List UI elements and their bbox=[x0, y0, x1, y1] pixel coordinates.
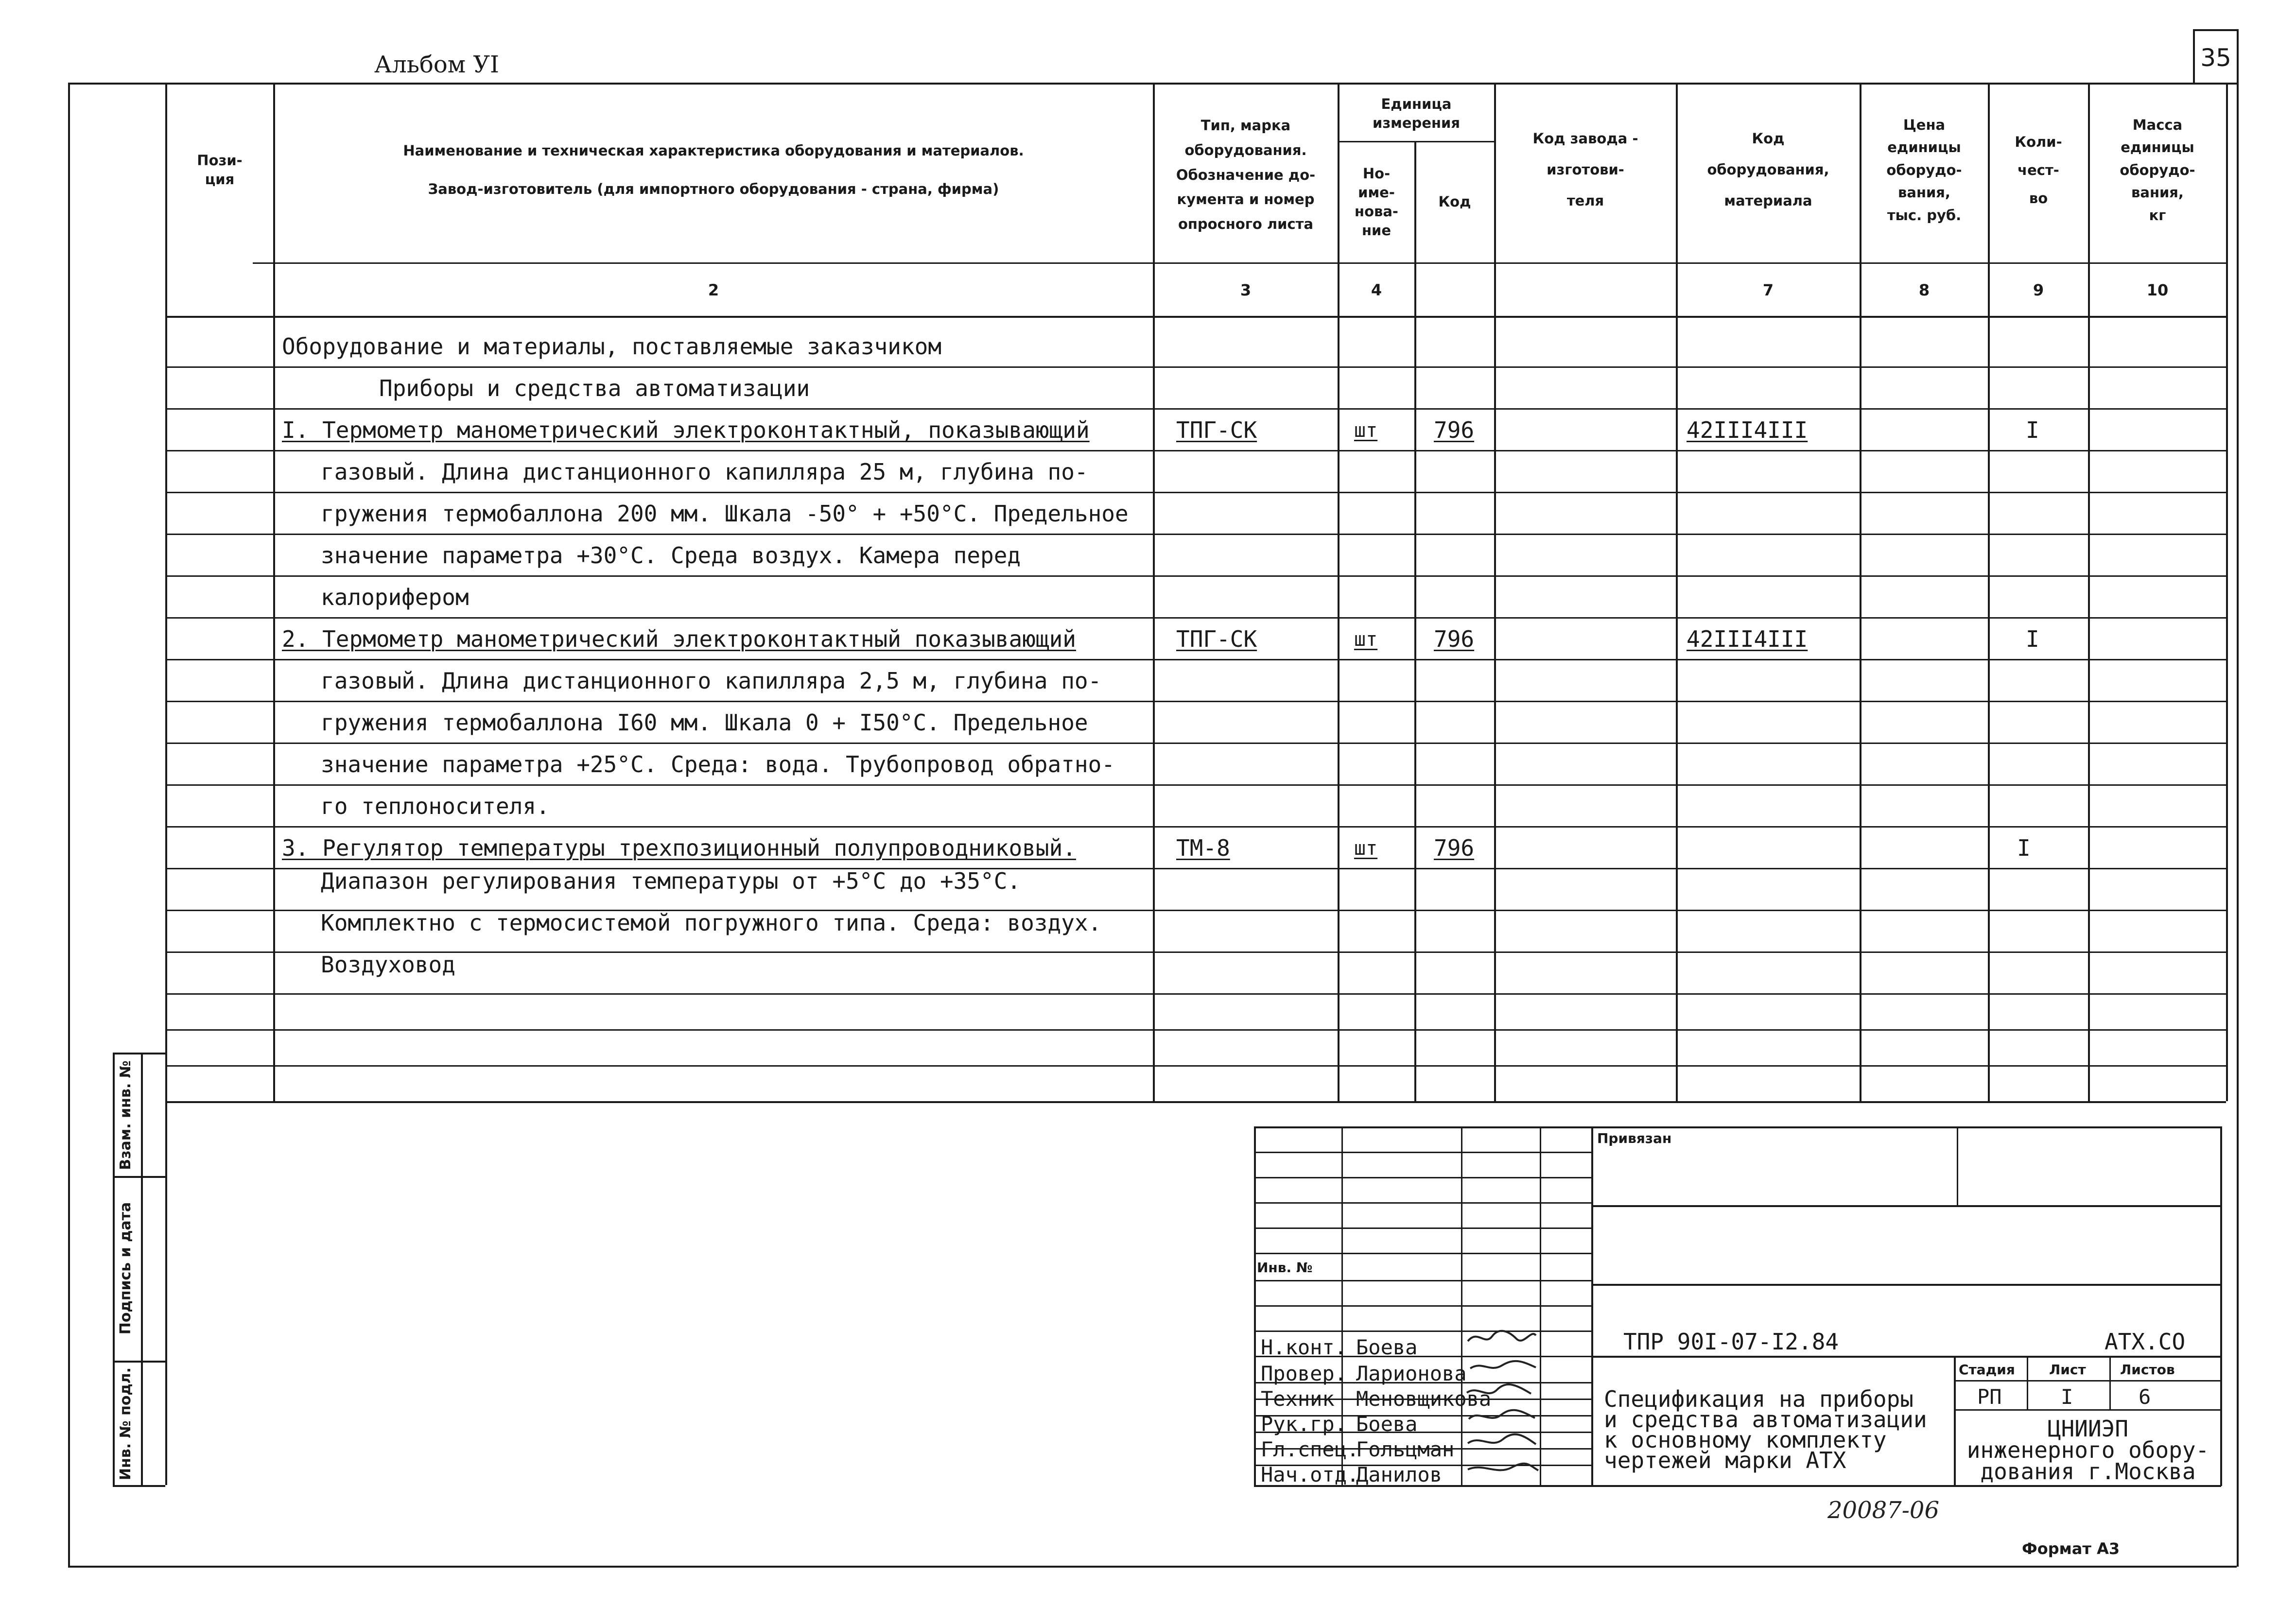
col-header-name: Наименование и техническая характеристика оборудования и материалов. Завод-изготовитель (для импортного оборудования - страна, фирма) bbox=[403, 142, 1024, 197]
signer-name-5: Гольцман bbox=[1356, 1437, 1455, 1461]
item-3-line-1: 3. Регулятор температуры трехпозиционный полупроводниковый. bbox=[282, 835, 1076, 861]
side-label-signature-date: Подпись и дата bbox=[117, 1202, 134, 1335]
signer-name-2: Ларионова bbox=[1356, 1362, 1467, 1385]
item-3-unit-code: 796 bbox=[1434, 835, 1475, 861]
item-2-quantity: I bbox=[2026, 626, 2039, 652]
item-1-line-2: газовый. Длина дистанционного капилляра 25 м, глубина по- bbox=[321, 459, 1088, 485]
item-2-line-5: го теплоносителя. bbox=[321, 793, 550, 819]
col-header-type: Тип, марка оборудования. Обозначение до- кумента и номер опросного листа bbox=[1176, 117, 1316, 233]
item-3-line-3: Комплектно с термосистемой погружного типа. Среда: воздух. bbox=[321, 910, 1102, 936]
col-number-7: 7 bbox=[1762, 281, 1774, 299]
signer-role-6: Нач.отд. bbox=[1261, 1463, 1359, 1486]
signer-role-1: Н.конт. bbox=[1261, 1335, 1347, 1359]
signer-role-2: Провер. bbox=[1261, 1362, 1347, 1385]
col-header-unit: Единица измерения bbox=[1373, 95, 1460, 131]
col-header-unit-name: Но- име- нова- ние bbox=[1355, 165, 1398, 239]
item-1-line-1: I. Термометр манометрический электроконтактный, показывающий bbox=[282, 417, 1090, 443]
col-number-2: 2 bbox=[708, 281, 719, 299]
item-1-quantity: I bbox=[2026, 417, 2039, 443]
signer-name-3: Меновщикова bbox=[1356, 1387, 1492, 1411]
item-1-line-4: значение параметра +30°С. Среда воздух. Камера перед bbox=[321, 542, 1021, 569]
item-3-quantity: I bbox=[2017, 835, 2031, 861]
col-number-3: 3 bbox=[1240, 281, 1252, 299]
sheets-value: 6 bbox=[2139, 1385, 2151, 1409]
col-number-4: 4 bbox=[1371, 281, 1382, 299]
document-title: Спецификация на приборы и средства автоматизации к основному комплекту чертежей марки АТХ bbox=[1604, 1386, 1927, 1473]
inv-no-label: Инв. № bbox=[1257, 1260, 1313, 1276]
col-number-10: 10 bbox=[2146, 281, 2169, 299]
signer-name-6: Данилов bbox=[1356, 1463, 1443, 1486]
privyazan-label: Привязан bbox=[1597, 1130, 1672, 1146]
section-heading: Оборудование и материалы, поставляемые заказчиком bbox=[282, 333, 942, 360]
item-1-type: ТПГ-СК bbox=[1176, 417, 1257, 443]
item-2-line-3: гружения термобаллона I60 мм. Шкала 0 + I50°С. Предельное bbox=[321, 709, 1088, 736]
document-code: ТПР 90I-07-I2.84 bbox=[1623, 1329, 1839, 1355]
item-2-line-4: значение параметра +25°С. Среда: вода. Трубопровод обратно- bbox=[321, 751, 1115, 778]
handwritten-number: 20087-06 bbox=[1827, 1497, 1939, 1524]
sheet-value: I bbox=[2061, 1385, 2073, 1409]
col-header-position: Пози- ция bbox=[197, 152, 243, 188]
col-header-unit-code: Код bbox=[1438, 193, 1471, 210]
item-2-line-2: газовый. Длина дистанционного капилляра 2,5 м, глубина по- bbox=[321, 668, 1102, 694]
document-mark: АТХ.СО bbox=[2105, 1329, 2186, 1355]
side-label-inv-no: Инв. № подл. bbox=[117, 1367, 134, 1481]
sheets-label: Листов bbox=[2120, 1362, 2175, 1378]
col-header-quantity: Коли- чест- во bbox=[2015, 134, 2062, 207]
format-label: Формат А3 bbox=[2022, 1539, 2120, 1558]
item-3-line-4: Воздуховод bbox=[321, 951, 455, 978]
col-header-factory-code: Код завода - изготови- теля bbox=[1532, 130, 1638, 209]
item-3-line-2: Диапазон регулирования температуры от +5°С до +35°С. bbox=[321, 868, 1021, 894]
organization: ЦНИИЭП инженерного обору- дования г.Москва bbox=[1966, 1416, 2209, 1485]
item-1-unit-code: 796 bbox=[1434, 417, 1475, 443]
col-header-mass: Масса единицы оборудо- вания, кг bbox=[2120, 117, 2195, 224]
item-3-type: ТМ-8 bbox=[1176, 835, 1230, 861]
item-2-unit: шт bbox=[1354, 628, 1378, 651]
sheet-label: Лист bbox=[2049, 1362, 2086, 1378]
col-number-8: 8 bbox=[1918, 281, 1930, 299]
stage-value: РП bbox=[1977, 1385, 2002, 1409]
signer-name-4: Боева bbox=[1356, 1412, 1418, 1436]
item-2-material-code: 42III4III bbox=[1687, 626, 1808, 652]
item-1-line-3: гружения термобаллона 200 мм. Шкала -50° + +50°С. Предельное bbox=[321, 501, 1129, 527]
col-header-price: Цена единицы оборудо- вания, тыс. руб. bbox=[1886, 117, 1962, 224]
col-header-material-code: Код оборудования, материала bbox=[1707, 130, 1829, 209]
signer-role-4: Рук.гр. bbox=[1261, 1412, 1347, 1436]
item-2-unit-code: 796 bbox=[1434, 626, 1475, 652]
item-3-unit: шт bbox=[1354, 837, 1378, 860]
item-1-unit: шт bbox=[1354, 419, 1378, 442]
subsection-heading: Приборы и средства автоматизации bbox=[379, 375, 810, 401]
side-label-replace-inv-no: Взам. инв. № bbox=[117, 1060, 134, 1170]
col-number-9: 9 bbox=[2033, 281, 2044, 299]
album-title: Альбом УI bbox=[374, 51, 500, 78]
signer-name-1: Боева bbox=[1356, 1335, 1418, 1359]
item-2-line-1: 2. Термометр манометрический электроконтактный показывающий bbox=[282, 626, 1076, 652]
item-1-material-code: 42III4III bbox=[1687, 417, 1808, 443]
stage-label: Стадия bbox=[1959, 1362, 2015, 1378]
item-2-type: ТПГ-СК bbox=[1176, 626, 1257, 652]
signer-role-3: Техник bbox=[1261, 1387, 1335, 1411]
signer-role-5: Гл.спец. bbox=[1261, 1437, 1359, 1461]
page-number: 35 bbox=[2200, 44, 2231, 72]
item-1-line-5: калорифером bbox=[321, 584, 469, 610]
